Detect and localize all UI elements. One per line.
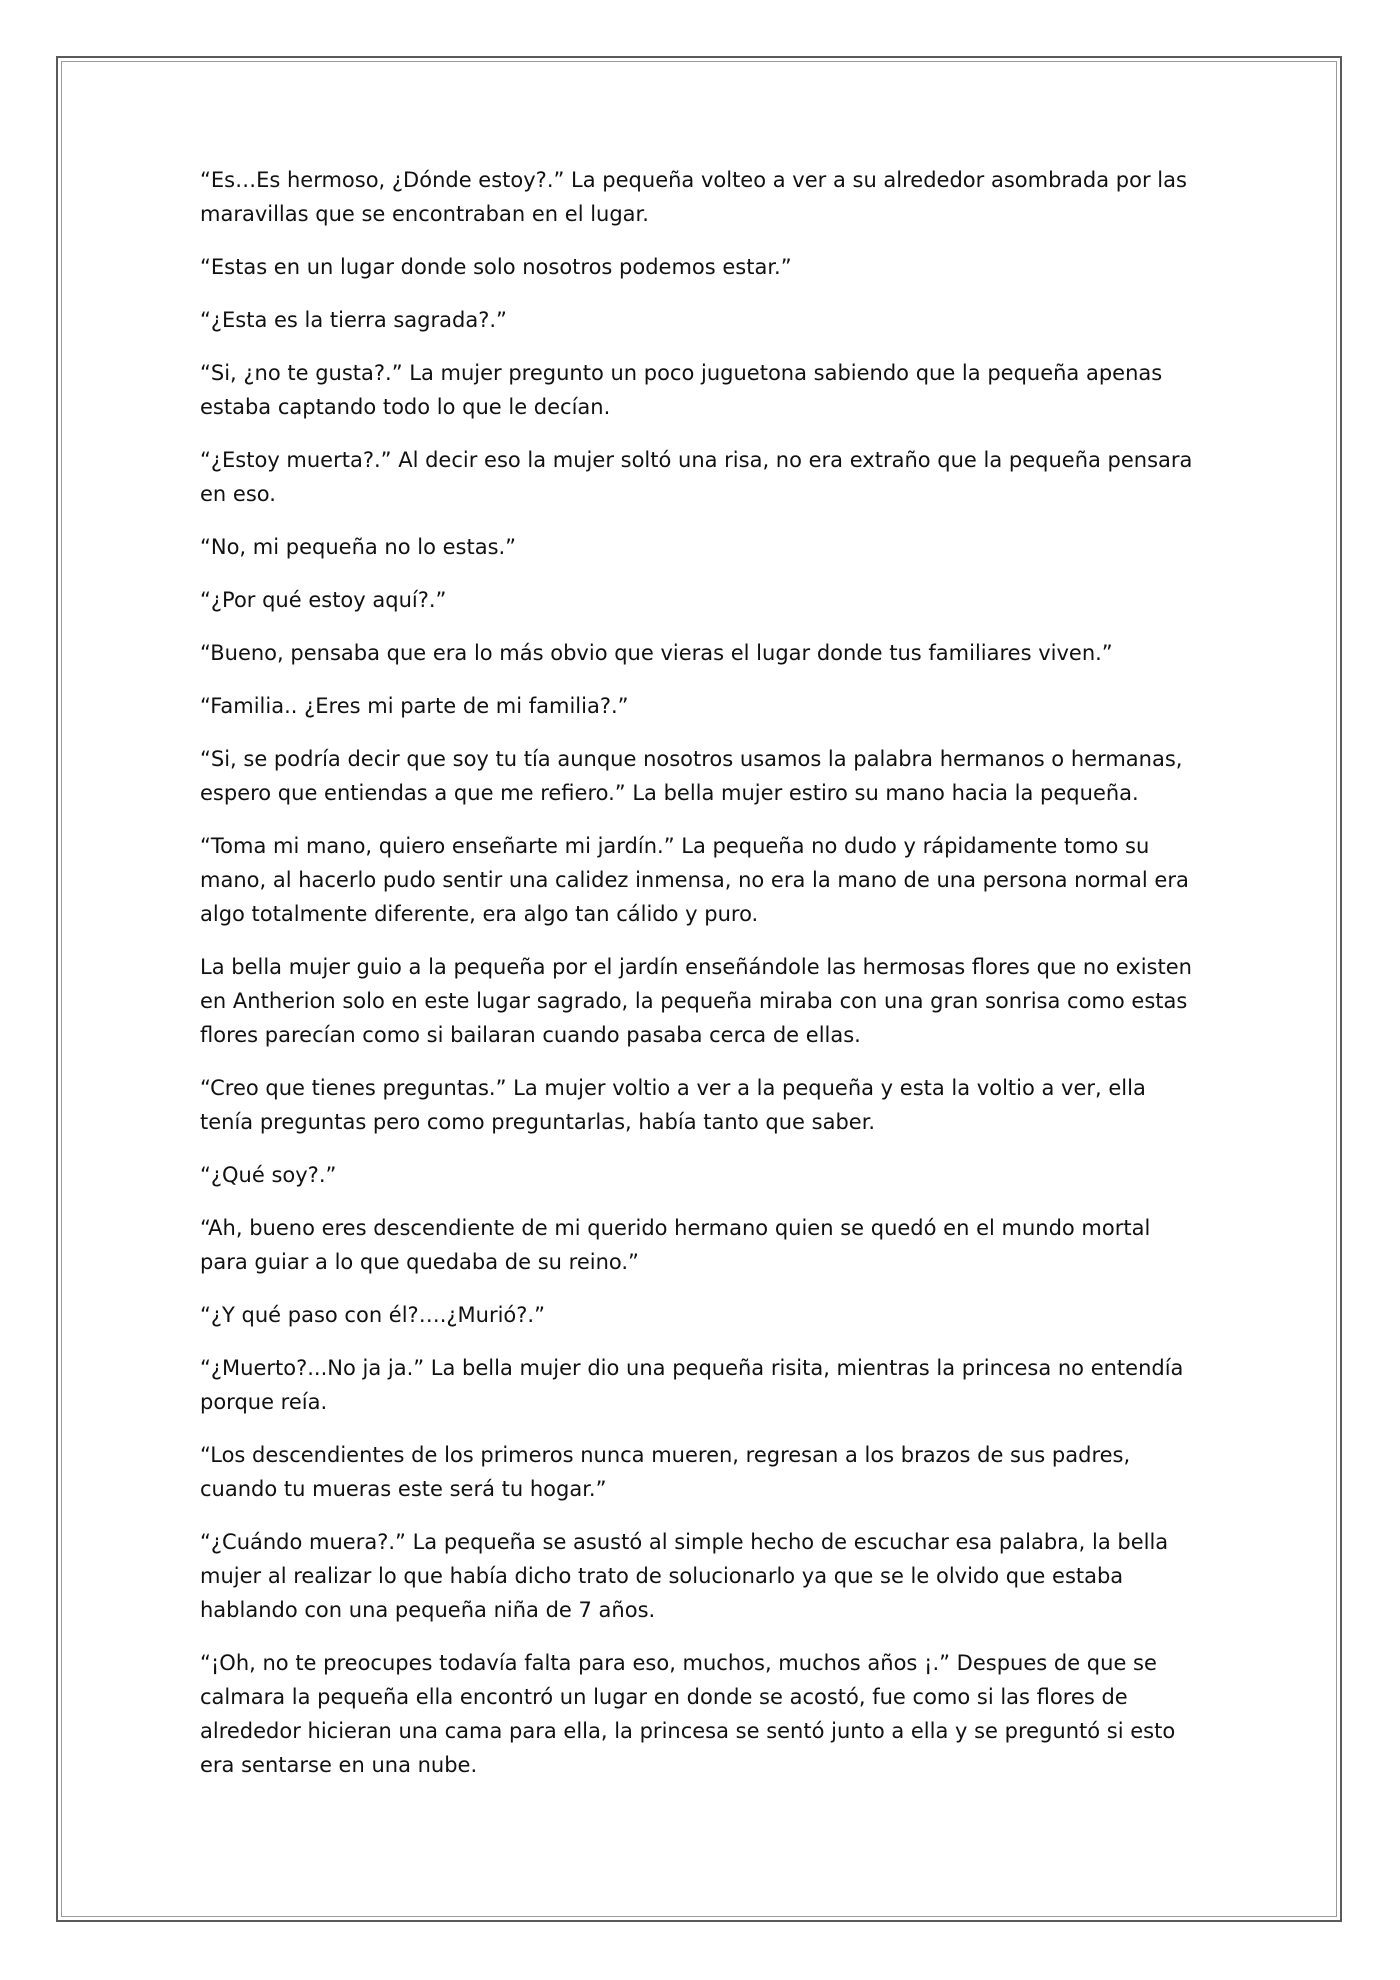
paragraph-17: “¿Muerto?...No ja ja.” La bella mujer dio una pequeña risita, mientras la princesa no entendía porque reía. [200,1356,1184,1414]
paragraph-4: “Si, ¿no te gusta?.” La mujer pregunto un poco juguetona sabiendo que la pequeña apenas estaba captando todo lo que le decían. [200,361,1163,419]
paragraph-14: “¿Qué soy?.” [200,1163,337,1187]
paragraph-13: “Creo que tienes preguntas.” La mujer voltio a ver a la pequeña y esta la voltio a ver, ella tenía preguntas pero como preguntarlas, había tanto que saber. [200,1076,1146,1134]
paragraph-18: “Los descendientes de los primeros nunca mueren, regresan a los brazos de sus padres, cuando tu mueras este será tu hogar.” [200,1443,1131,1501]
paragraph-19: “¿Cuándo muera?.” La pequeña se asustó al simple hecho de escuchar esa palabra, la bella mujer al realizar lo que había dicho trato de solucionarlo ya que se le olvido que estaba hablando con una pequeña niña de 7 años. [200,1530,1169,1622]
paragraph-7: “¿Por qué estoy aquí?.” [200,588,447,612]
paragraph-11: “Toma mi mano, quiero enseñarte mi jardín.” La pequeña no dudo y rápidamente tomo su mano, al hacerlo pudo sentir una calidez inmensa, no era la mano de una persona normal era algo totalmente diferente, era algo tan cálido y puro. [200,834,1189,926]
paragraph-1: “Es…Es hermoso, ¿Dónde estoy?.” La pequeña volteo a ver a su alrededor asombrada por las maravillas que se encontraban en el lugar. [200,168,1187,226]
paragraph-20: “¡Oh, no te preocupes todavía falta para eso, muchos, muchos años ¡.” Despues de que se calmara la pequeña ella encontró un lugar en donde se acostó, fue como si las flores de alrededor hicieran una cama para ella, la princesa se sentó junto a ella y se preguntó si esto era sentarse en una nube. [200,1651,1176,1777]
paragraph-9: “Familia.. ¿Eres mi parte de mi familia?.” [200,694,629,718]
paragraph-6: “No, mi pequeña no lo estas.” [200,535,517,559]
paragraph-16: “¿Y qué paso con él?….¿Murió?.” [200,1303,545,1327]
paragraph-3: “¿Esta es la tierra sagrada?.” [200,308,507,332]
paragraph-12: La bella mujer guio a la pequeña por el jardín enseñándole las hermosas flores que no existen en Antherion solo en este lugar sagrado, la pequeña miraba con una gran sonrisa como estas flores parecían como si bailaran cuando pasaba cerca de ellas. [200,955,1192,1047]
paragraph-5: “¿Estoy muerta?.” Al decir eso la mujer soltó una risa, no era extraño que la pequeña pensara en eso. [200,448,1193,506]
paragraph-8: “Bueno, pensaba que era lo más obvio que vieras el lugar donde tus familiares viven.” [200,641,1113,665]
paragraph-10: “Si, se podría decir que soy tu tía aunque nosotros usamos la palabra hermanos o hermanas, espero que entiendas a que me refiero.” La bella mujer estiro su mano hacia la pequeña. [200,747,1183,805]
paragraph-15: “Ah, bueno eres descendiente de mi querido hermano quien se quedó en el mundo mortal para guiar a lo que quedaba de su reino.” [200,1216,1151,1274]
paragraph-2: “Estas en un lugar donde solo nosotros podemos estar.” [200,255,792,279]
document-body [200,163,1200,1801]
